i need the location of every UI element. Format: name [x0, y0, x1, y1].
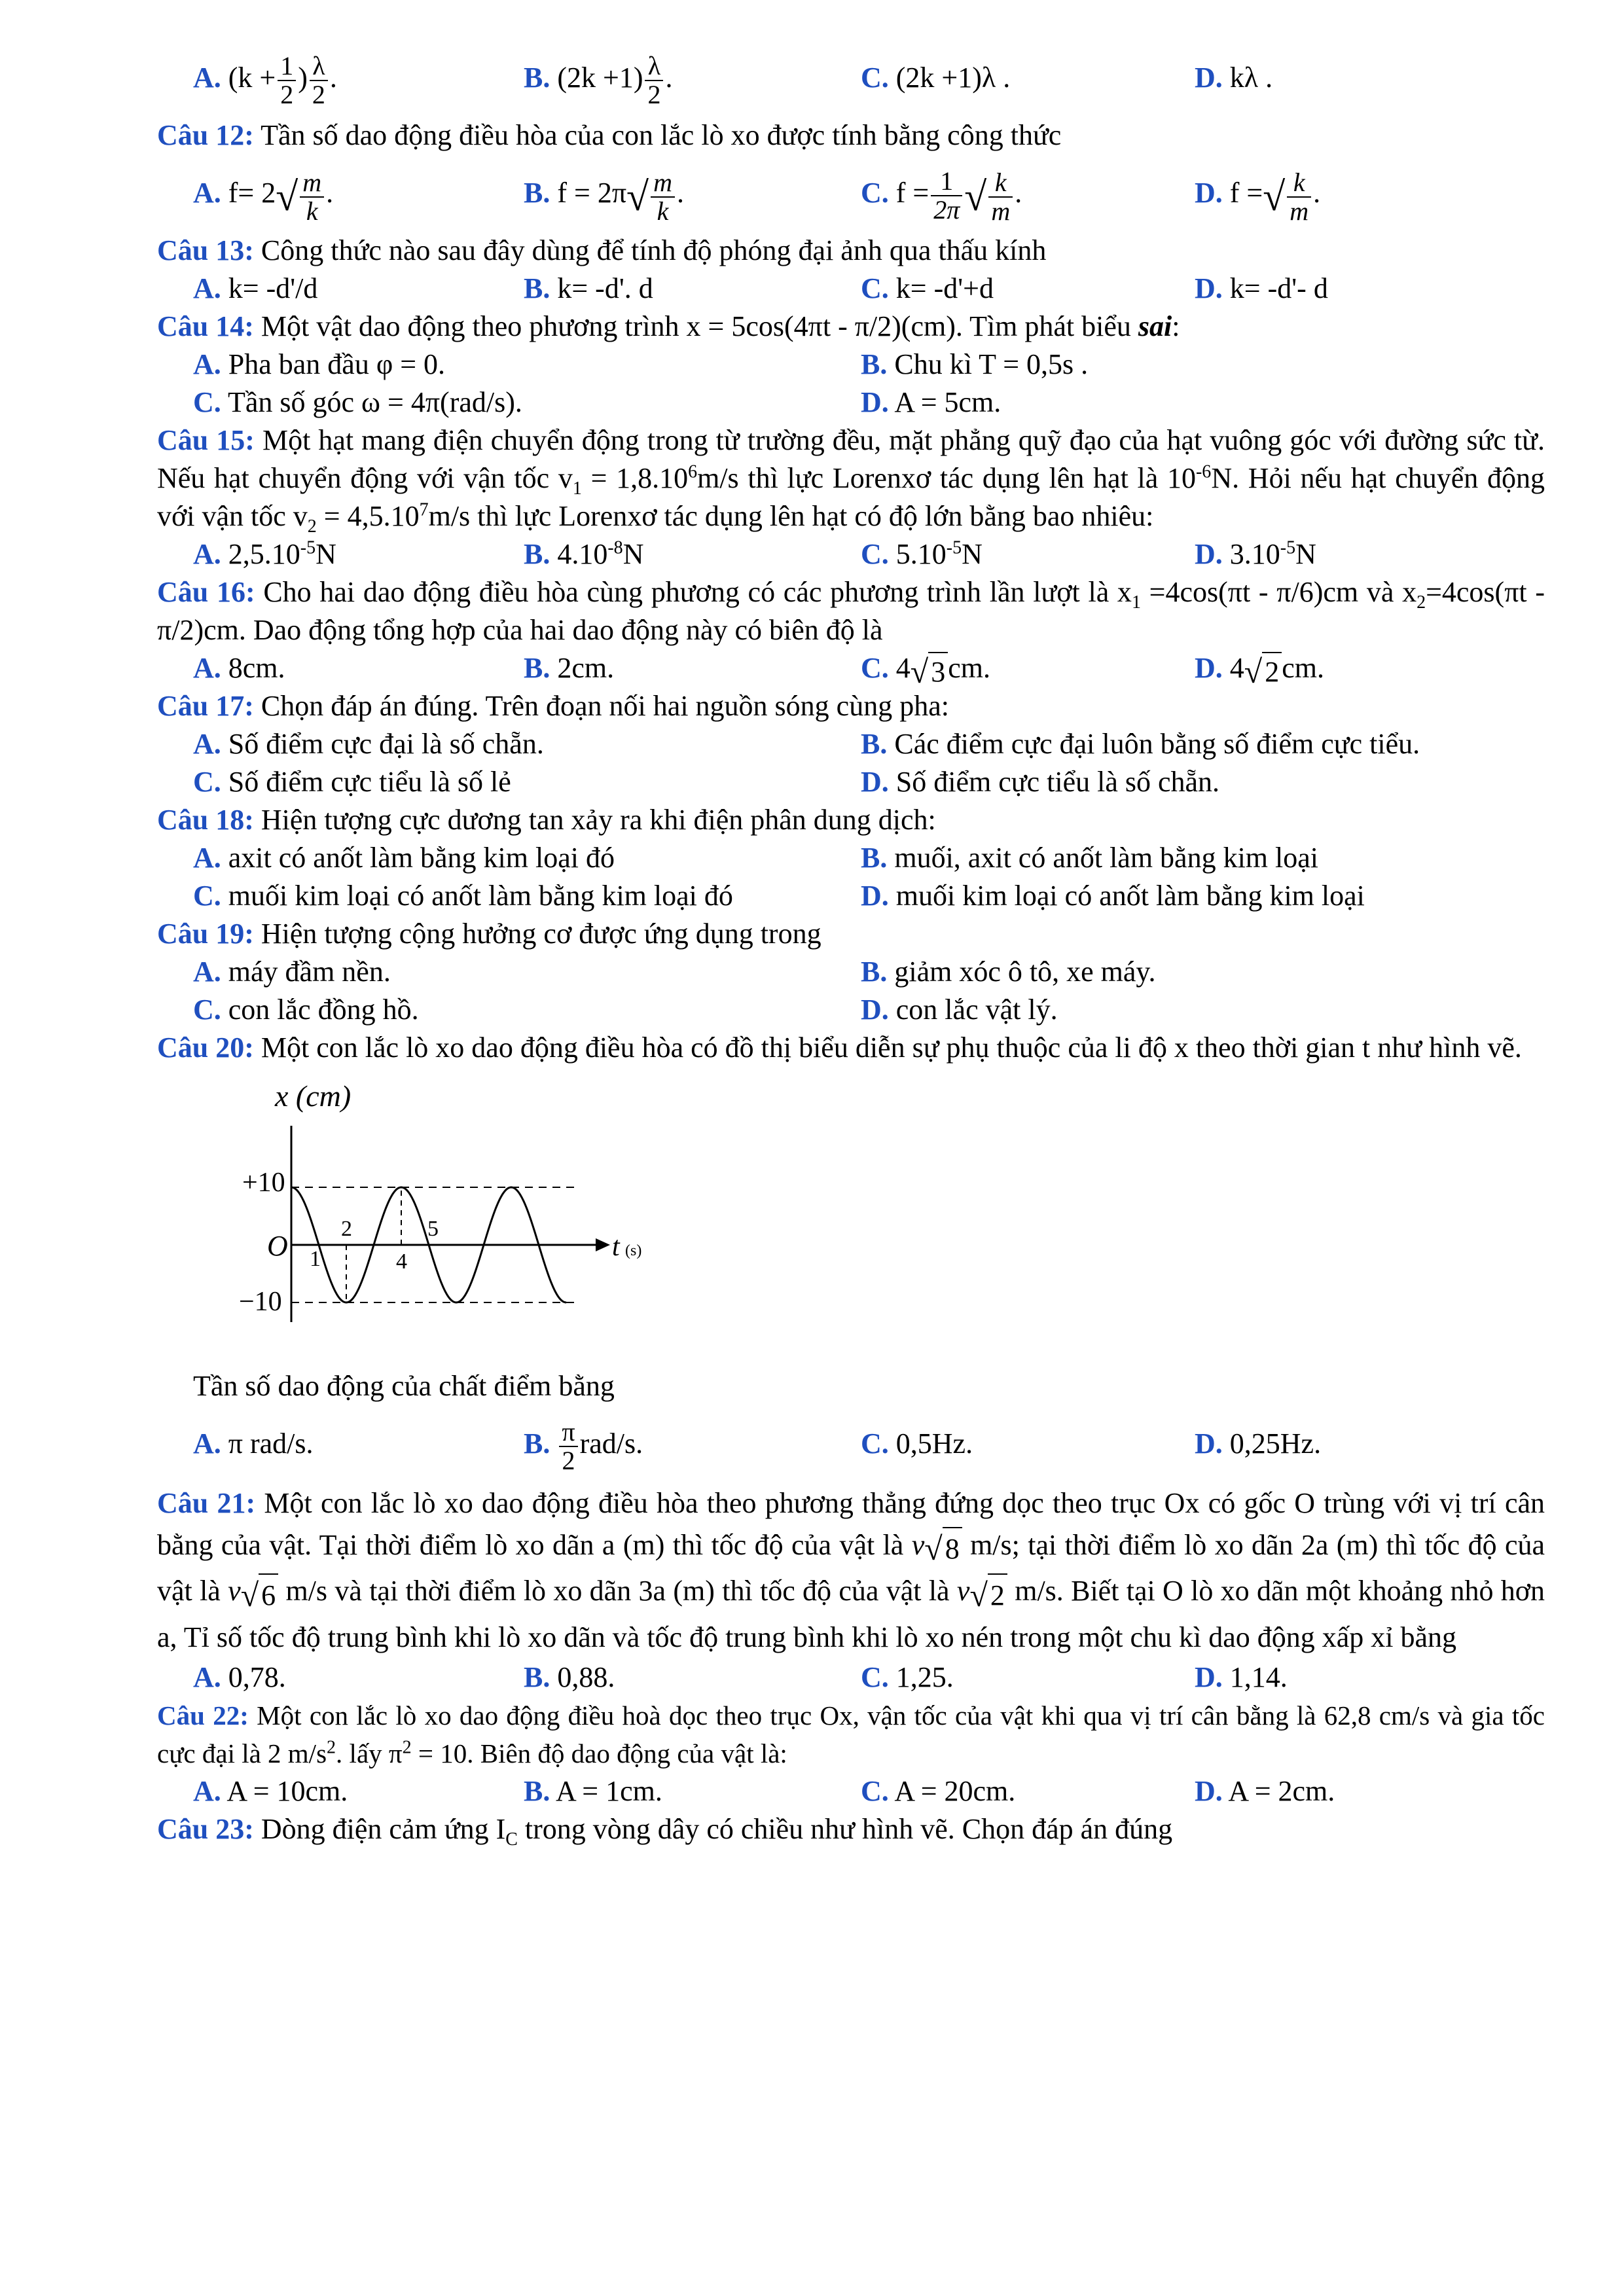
- q15-option-d: D. $3.10^{-5}N$: [1195, 537, 1316, 570]
- time-mark-4: 4: [396, 1249, 407, 1274]
- q11-option-c: C. (2k +1)λ .: [861, 62, 1011, 94]
- time-mark-5: 5: [427, 1217, 439, 1241]
- y-axis-label: x (cm): [275, 1079, 352, 1113]
- q18-option-d: D. muối kim loại có anốt làm bằng kim loại: [861, 880, 1365, 912]
- q11-options: [157, 39, 1545, 117]
- q18-options-row1: [157, 839, 1545, 877]
- q20-option-b: B. $\frac{\pi}{2}$ rad/s.: [524, 1416, 643, 1475]
- x-axis-arrow-icon: [596, 1238, 610, 1251]
- q20-options: [157, 1405, 1545, 1482]
- q16-option-b: B. 2cm.: [524, 652, 615, 684]
- y-tick-origin: O: [267, 1230, 288, 1262]
- q13-stem: Câu 13: Công thức nào sau đây dùng để tính độ phóng đại ảnh qua thấu kính: [157, 234, 1047, 266]
- q17-options-row1: [157, 725, 1545, 763]
- q22-options: [157, 1772, 1545, 1810]
- q23-stem: Câu 23: Dòng điện cảm ứng $I_C$ trong vòng dây có chiều như hình vẽ. Chọn đáp án đúng: [157, 1812, 1173, 1850]
- q17-option-d: D. Số điểm cực tiểu là số chẵn.: [861, 766, 1220, 798]
- q16-option-c: C. 4√3cm.: [861, 652, 990, 691]
- q15-stem: Câu 15: Một hạt mang điện chuyển động trong từ trường đều, mặt phẳng quỹ đạo của hạt vuông góc với đường sức từ. Nếu hạt chuyển động với vận tốc $v_1 = 1,8.10^6m/s$ thì lực Lorenxơ tác dụng lên hạt là $10^{-6}N$. Hỏi nếu hạt chuyển động với vận tốc $v_2 = 4,5.10^7m/s$ thì lực Lorenxơ tác dụng lên hạt có độ lớn bằng bao nhiêu:: [157, 424, 1545, 537]
- q19-option-c: C. con lắc đồng hồ.: [193, 994, 419, 1026]
- q15-option-b: B. $4.10^{-8}N$: [524, 537, 644, 570]
- y-tick-neg10: −10: [239, 1287, 282, 1317]
- q18-option-a: A. axit có anốt làm bằng kim loại đó: [193, 842, 615, 874]
- time-mark-1: 1: [310, 1247, 321, 1271]
- q17-option-b: B. Các điểm cực đại luôn bằng số điểm cực tiểu.: [861, 728, 1420, 760]
- q21-option-c: C. 1,25.: [861, 1660, 954, 1693]
- time-mark-2: 2: [341, 1217, 352, 1241]
- q15-option-c: C. $5.10^{-5}N$: [861, 537, 983, 570]
- q14-option-b: B. Chu kì T = 0,5s .: [861, 348, 1089, 380]
- q20-graph: [203, 1073, 1591, 1362]
- q21-options: [157, 1659, 1545, 1696]
- x-axis-label: t: [612, 1232, 620, 1262]
- q13-option-a: A. k= -d'/d: [193, 272, 318, 304]
- q14-options-row1: [157, 346, 1545, 384]
- q20-stem: Câu 20: Một con lắc lò xo dao động điều hòa có đồ thị biểu diễn sự phụ thuộc của li độ x theo thời gian t như hình vẽ.: [157, 1031, 1522, 1064]
- q21-option-d: D. 1,14.: [1195, 1660, 1288, 1693]
- q18-option-b: B. muối, axit có anốt làm bằng kim loại: [861, 842, 1319, 874]
- q12-option-a: A. f= 2√ $\frac{m}{k}$ .: [193, 167, 334, 226]
- q13-options: [157, 270, 1545, 308]
- q16-stem: Câu 16: Cho hai dao động điều hòa cùng phương có các phương trình lần lượt là $x_1 =4\cos(\pi t - \pi/6)cm$ và $x_2=4\cos(\pi t - \pi/2)cm$. Dao động tổng hợp của hai dao động này có biên độ là: [157, 576, 1545, 646]
- q11-option-a: A. (k + $\frac{1}{2}$ ) $\frac{\lambda}{2}$ .: [193, 50, 337, 109]
- q16-option-a: A. 8cm.: [193, 652, 285, 684]
- q13-option-d: D. k= -d'- d: [1195, 272, 1328, 304]
- q19-option-b: B. giảm xóc ô tô, xe máy.: [861, 956, 1156, 988]
- q21-option-a: A. 0,78.: [193, 1660, 286, 1693]
- q19-options-row2: [157, 991, 1545, 1029]
- q11-option-b: B. (2k +1) $\frac{\lambda}{2}$ .: [524, 50, 673, 109]
- q14-option-c: C. Tần số góc ω = 4π(rad/s).: [193, 386, 522, 418]
- q20-option-d: D. 0,25Hz.: [1195, 1427, 1322, 1460]
- q13-option-b: B. k= -d'. d: [524, 272, 653, 304]
- q21-stem: Câu 21: Một con lắc lò xo dao động điều hòa theo phương thẳng đứng dọc theo trục Ox có gốc O trùng với vị trí cân bằng của vật. Tại thời điểm lò xo dãn a (m) thì tốc độ của vật là v√8 m/s; tại thời điểm lò xo dãn 2a (m) thì tốc độ của vật là v√6 m/s và tại thời điểm lò xo dãn 3a (m) thì tốc độ của vật là v√2 m/s. Biết tại O lò xo dãn một khoảng nhỏ hơn a, Tỉ số tốc độ trung bình khi lò xo dãn và tốc độ trung bình khi lò xo nén trong một chu kì dao động xấp xỉ bằng: [157, 1487, 1545, 1653]
- q17-stem: Câu 17: Chọn đáp án đúng. Trên đoạn nối hai nguồn sóng cùng pha:: [157, 690, 949, 722]
- q20-option-a: A. π rad/s.: [193, 1427, 314, 1460]
- q17-option-a: A. Số điểm cực đại là số chẵn.: [193, 728, 544, 760]
- q20-option-c: C. 0,5Hz.: [861, 1427, 973, 1460]
- q18-options-row2: [157, 877, 1545, 915]
- q12-option-b: B. f = 2π√ $\frac{m}{k}$ .: [524, 167, 684, 226]
- oscillation-graph: [203, 1073, 700, 1355]
- q14-stem: Câu 14: Một vật dao động theo phương trình x = 5cos(4πt - π/2)(cm). Tìm phát biểu sai:: [157, 310, 1180, 342]
- q18-stem: Câu 18: Hiện tượng cực dương tan xảy ra khi điện phân dung dịch:: [157, 804, 936, 836]
- q13-option-c: C. k= -d'+d: [861, 272, 994, 304]
- q12-options: [157, 154, 1545, 232]
- y-tick-pos10: +10: [242, 1168, 285, 1198]
- q19-option-a: A. máy đầm nền.: [193, 956, 391, 988]
- q22-option-b: B. A = 1cm.: [524, 1774, 662, 1807]
- q12-stem: Câu 12: Tần số dao động điều hòa của con lắc lò xo được tính bằng công thức: [157, 119, 1062, 151]
- q16-options: [157, 649, 1545, 691]
- q22-stem: Câu 22: Một con lắc lò xo dao động điều hoà dọc theo trục Ox, vận tốc của vật khi qua vị trí cân bằng là 62,8 cm/s và gia tốc cực đại là 2 $m/s^2$. lấy $\pi^2 = 10$. Biên độ dao động của vật là:: [157, 1700, 1545, 1768]
- q22-option-c: C. A = 20cm.: [861, 1774, 1016, 1807]
- q20-sub-question: Tần số dao động của chất điểm bằng: [193, 1370, 615, 1402]
- q19-option-d: D. con lắc vật lý.: [861, 994, 1058, 1026]
- q19-stem: Câu 19: Hiện tượng cộng hưởng cơ được ứng dụng trong: [157, 918, 821, 950]
- q19-options-row1: [157, 953, 1545, 991]
- q17-option-c: C. Số điểm cực tiểu là số lẻ: [193, 766, 511, 798]
- q12-option-c: C. f = $\frac{1}{2\pi}$ √ $\frac{k}{m}$ .: [861, 166, 1022, 226]
- q14-option-a: A. Pha ban đầu φ = 0.: [193, 348, 446, 380]
- x-axis-unit: (s): [625, 1242, 642, 1259]
- q15-options: [157, 535, 1545, 573]
- q14-options-row2: [157, 384, 1545, 422]
- q12-option-d: D. f =√ $\frac{k}{m}$ .: [1195, 167, 1321, 226]
- q14-option-d: D. A = 5cm.: [861, 386, 1001, 418]
- q15-option-a: A. $2,5.10^{-5}N$: [193, 537, 336, 570]
- q11-option-d: D. kλ .: [1195, 62, 1273, 94]
- q17-options-row2: [157, 763, 1545, 801]
- exam-page: [157, 39, 1545, 1848]
- q22-option-d: D. A = 2cm.: [1195, 1774, 1335, 1807]
- q18-option-c: C. muối kim loại có anốt làm bằng kim loại đó: [193, 880, 733, 912]
- q22-option-a: A. A = 10cm.: [193, 1774, 348, 1807]
- q21-option-b: B. 0,88.: [524, 1660, 615, 1693]
- q16-option-d: D. 4√2cm.: [1195, 652, 1324, 691]
